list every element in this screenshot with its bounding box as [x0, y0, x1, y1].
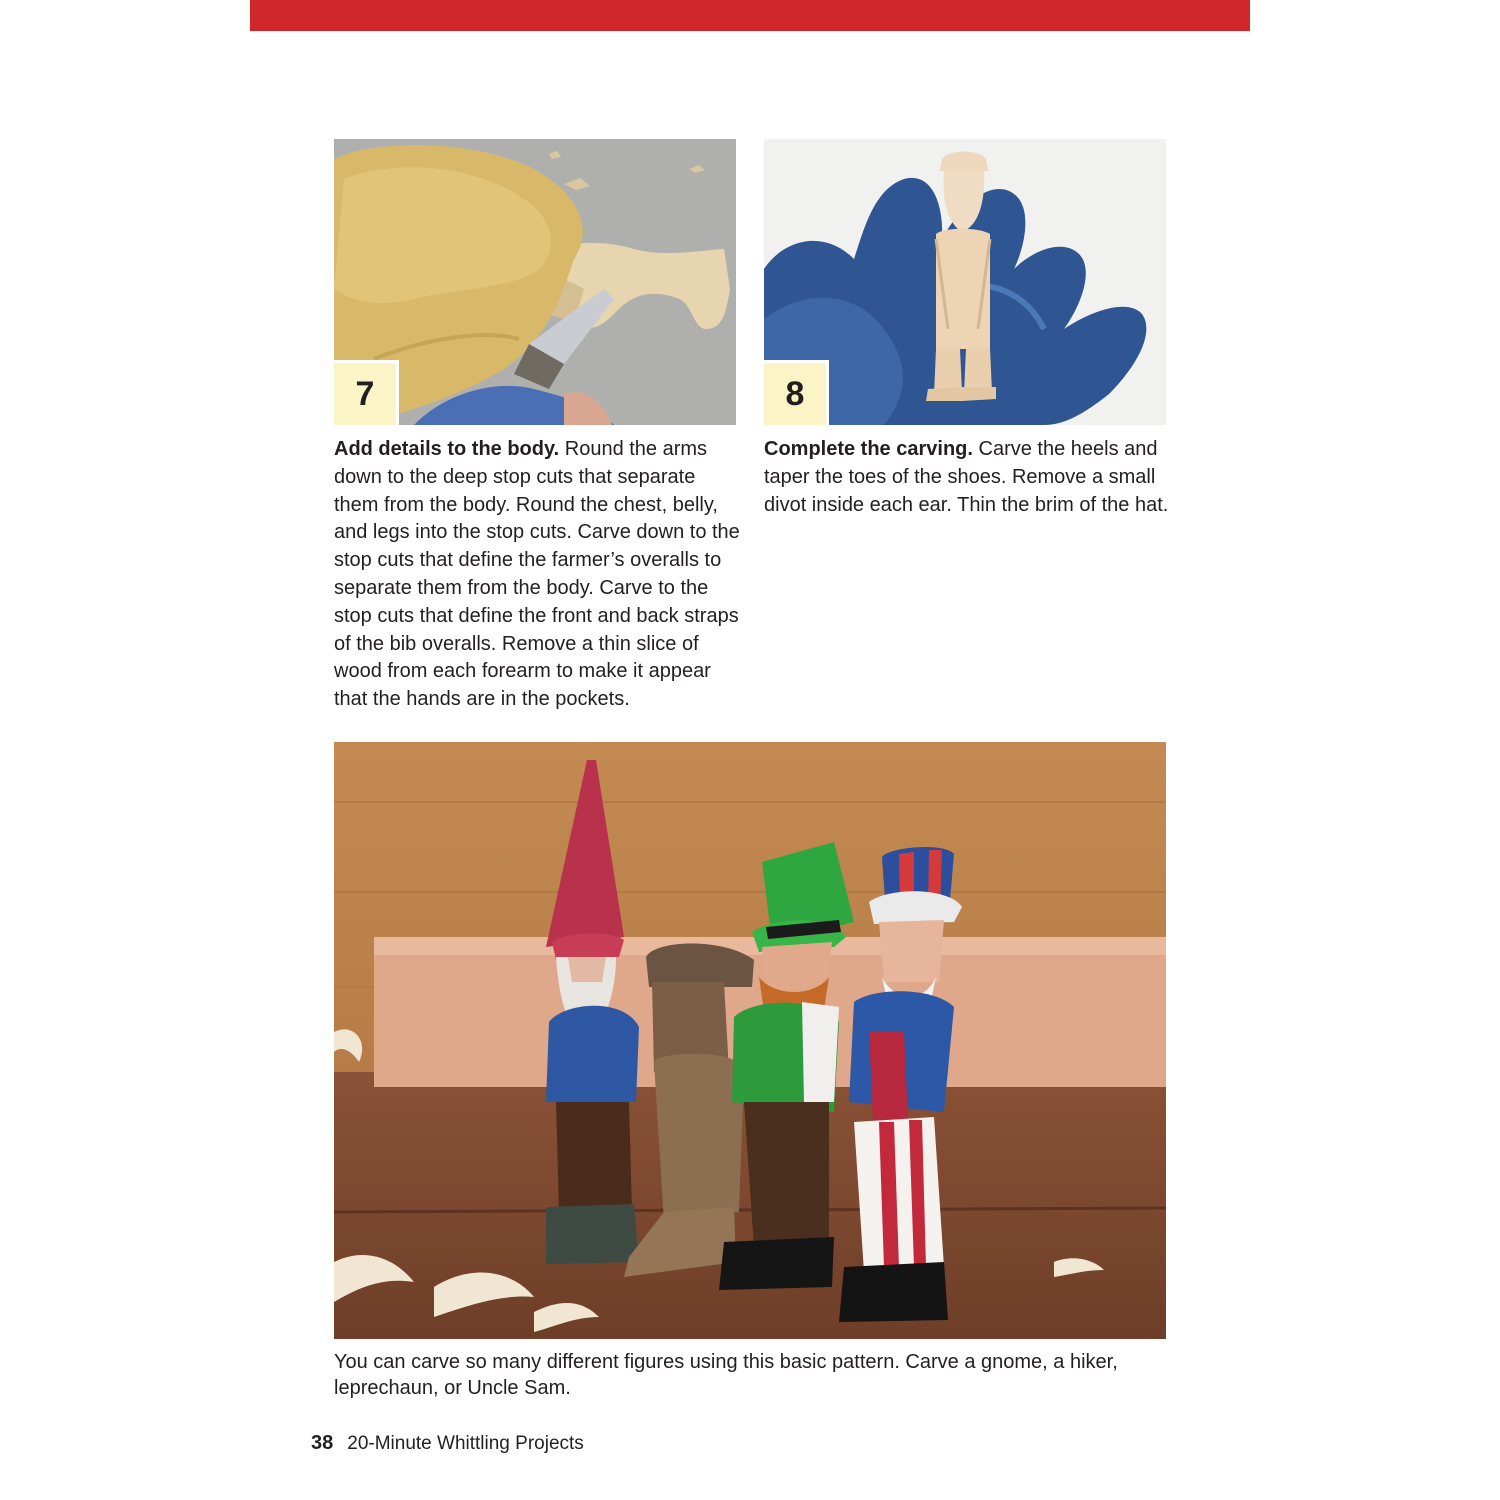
- step-7-photo: [334, 139, 736, 425]
- carved-figures-photo: [334, 742, 1166, 1339]
- step-8-instructions: [764, 436, 1174, 519]
- page-footer: [311, 1432, 584, 1455]
- step-7-number-badge: 7: [334, 360, 399, 425]
- step-8-title: Complete the carving.: [764, 438, 973, 460]
- book-title: 20-Minute Whittling Projects: [347, 1433, 584, 1454]
- step-8-body: Carve the heels and taper the toes of the shoes. Remove a small divot inside each ear. Thin the brim of the hat.: [764, 438, 1169, 516]
- step-7-body: Round the arms down to the deep stop cuts that separate them from the body. Round the chest, belly, and legs into the stop cuts. Carve down to the stop cuts that define the farmer’s overalls to separate them from the body. Carve to the stop cuts that define the front and back straps of the bib overalls. Remove a thin slice of wood from each forearm to make it appear that the hands are in the pockets.: [334, 438, 740, 711]
- step-7-title: Add details to the body.: [334, 438, 560, 460]
- step-8-number-badge: 8: [764, 360, 829, 425]
- step-8-photo: [764, 139, 1166, 425]
- top-accent-bar: [250, 0, 1250, 31]
- step-7-instructions: [334, 436, 744, 714]
- photo-caption: You can carve so many different figures using this basic pattern. Carve a gnome, a hiker, leprechaun, or Uncle Sam.: [334, 1351, 1118, 1399]
- page-number: 38: [311, 1432, 334, 1454]
